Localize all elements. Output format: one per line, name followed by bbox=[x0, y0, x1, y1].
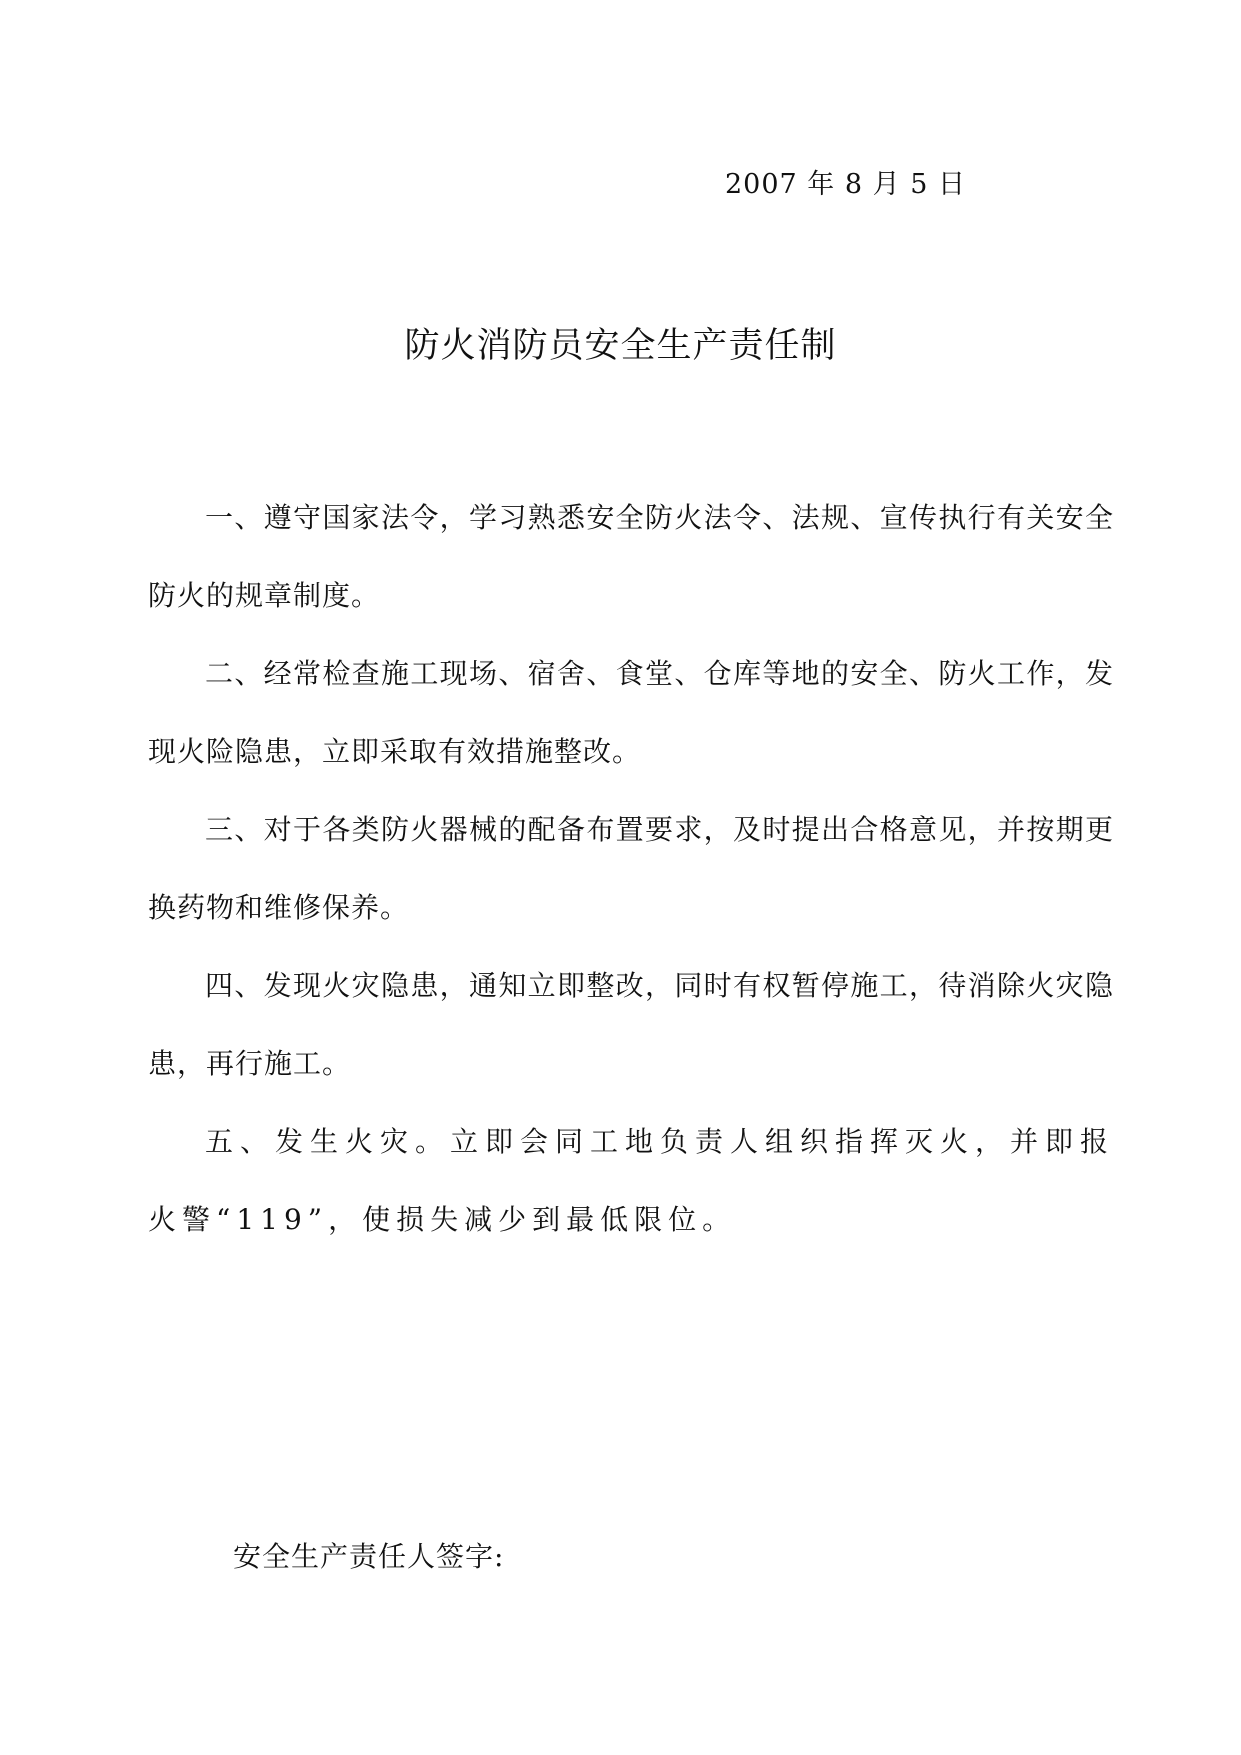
paragraph-2: 二、经常检查施工现场、宿舍、食堂、仓库等地的安全、防火工作，发现火险隐患，立即采取有效措施整改。 bbox=[148, 657, 1114, 768]
paragraph-5: 五、发生火灾。立即会同工地负责人组织指挥灭火，并即报火警“119”，使损失减少到最低限位。 bbox=[148, 1125, 1114, 1236]
document-body bbox=[148, 479, 1114, 1259]
paragraph-1: 一、遵守国家法令，学习熟悉安全防火法令、法规、宣传执行有关安全防火的规章制度。 bbox=[148, 501, 1114, 612]
paragraph-3: 三、对于各类防火器械的配备布置要求，及时提出合格意见，并按期更换药物和维修保养。 bbox=[148, 813, 1114, 924]
paragraph-4: 四、发现火灾隐患，通知立即整改，同时有权暂停施工，待消除火灾隐患，再行施工。 bbox=[148, 969, 1114, 1080]
document-date: 2007 年 8 月 5 日 bbox=[725, 169, 966, 200]
signature-label: 安全生产责任人签字: bbox=[233, 1540, 505, 1573]
document-title: 防火消防员安全生产责任制 bbox=[404, 326, 837, 366]
